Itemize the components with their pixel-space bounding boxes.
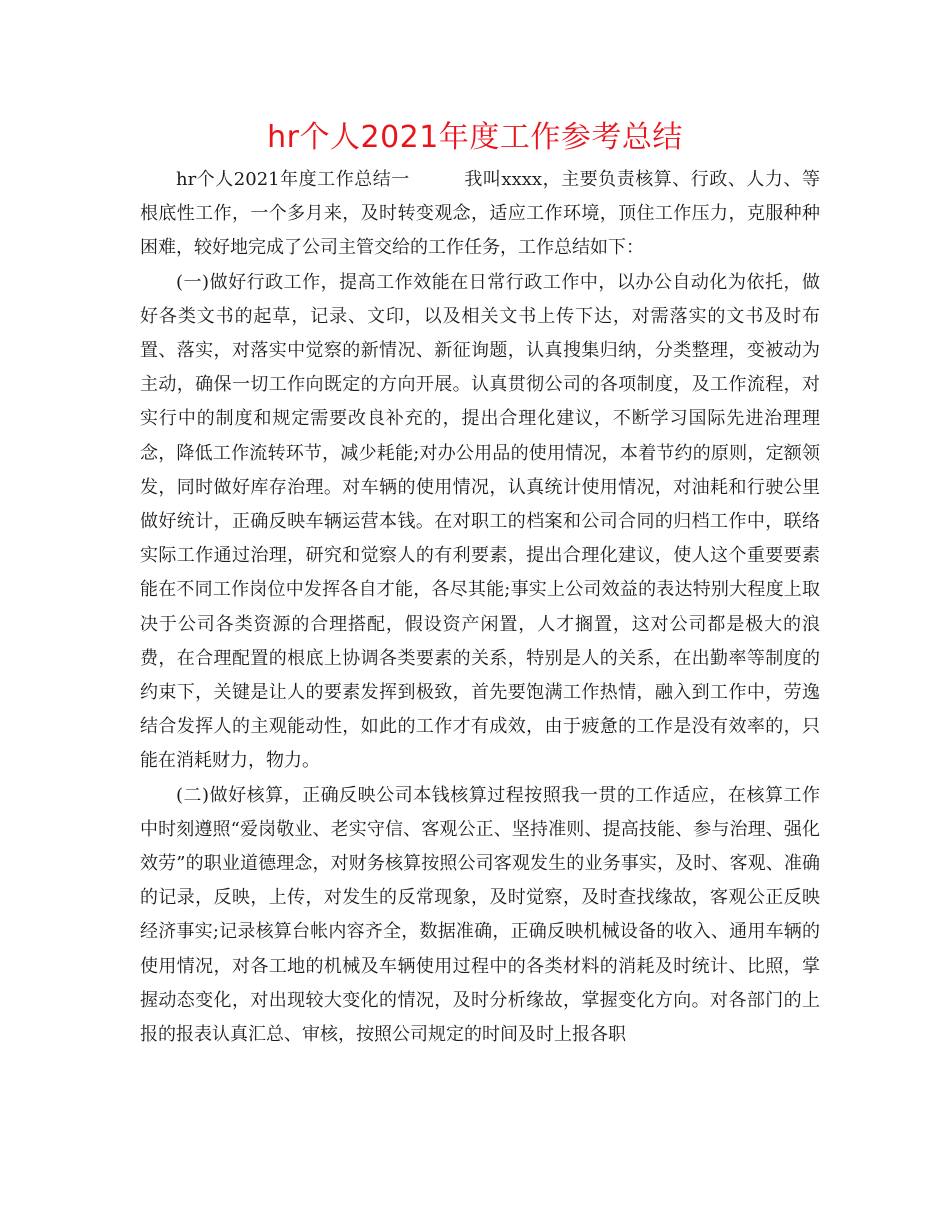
paragraph-accounting: (二)做好核算，正确反映公司本钱核算过程按照我一贯的工作适应，在核算工作中时刻遵照“爱岗敬业、老实守信、客观公正、坚持准则、提高技能、参与治理、强化效劳”的职业道德理念，对财务核算按照公司客观发生的业务事实，及时、客观、准确的记录，反映，上传，对发生的反常现象，及时觉察，及时查找缘故，客观公正反映经济事实;记录核算台帐内容齐全，数据准确，正确反映机械设备的收入、通用车辆的使用情况，对各工地的机械及车辆使用过程中的各类材料的消耗及时统计、比照，掌握动态变化，对出现较大变化的情况，及时分析缘故，掌握变化方向。对各部门的上报的报表认真汇总、审核，按照公司规定的时间及时上报各职 xyxy=(140,784,820,1046)
document-body xyxy=(140,163,820,1052)
intro-heading: hr个人2021年度工作总结一 xyxy=(176,169,410,190)
paragraph-admin-work: (一)做好行政工作，提高工作效能在日常行政工作中，以办公自动化为依托，做好各类文书的起草，记录、文印，以及相关文书上传下达，对需落实的文书及时布置、落实，对落实中觉察的新情况、新征询题，认真搜集归纳，分类整理，变被动为主动，确保一切工作向既定的方向开展。认真贯彻公司的各项制度，及工作流程，对实行中的制度和规定需要改良补充的，提出合理化建议，不断学习国际先进治理理念，降低工作流转环节，减少耗能;对办公用品的使用情况，本着节约的原则，定额领发，同时做好库存治理。对车辆的使用情况，认真统计使用情况，对油耗和行驶公里做好统计，正确反映车辆运营本钱。在对职工的档案和公司合同的归档工作中，联络实际工作通过治理，研究和觉察人的有利要素，提出合理化建议，使人这个重要要素能在不同工作岗位中发挥各自才能，各尽其能;事实上公司效益的表达特别大程度上取决于公司各类资源的合理搭配，假设资产闲置，人才搁置，这对公司都是极大的浪费，在合理配置的根底上协调各类要素的关系，特别是人的关系，在出勤率等制度的约束下，关键是让人的要素发挥到极致，首先要饱满工作热情，融入到工作中，劳逸结合发挥人的主观能动性，如此的工作才有成效，由于疲惫的工作是没有效率的，只能在消耗财力，物力。 xyxy=(140,271,820,772)
paragraph-text: 我叫xxxx，主要负责核算、行政、人力、等根底性工作，一个多月来，及时转变观念，适应工作环境，顶住工作压力，克服种种困难，较好地完成了公司主管交给的工作任务，工作总结如下： xyxy=(140,169,820,259)
paragraph-intro xyxy=(140,163,820,266)
document-title: hr个人2021年度工作参考总结 xyxy=(267,120,683,155)
